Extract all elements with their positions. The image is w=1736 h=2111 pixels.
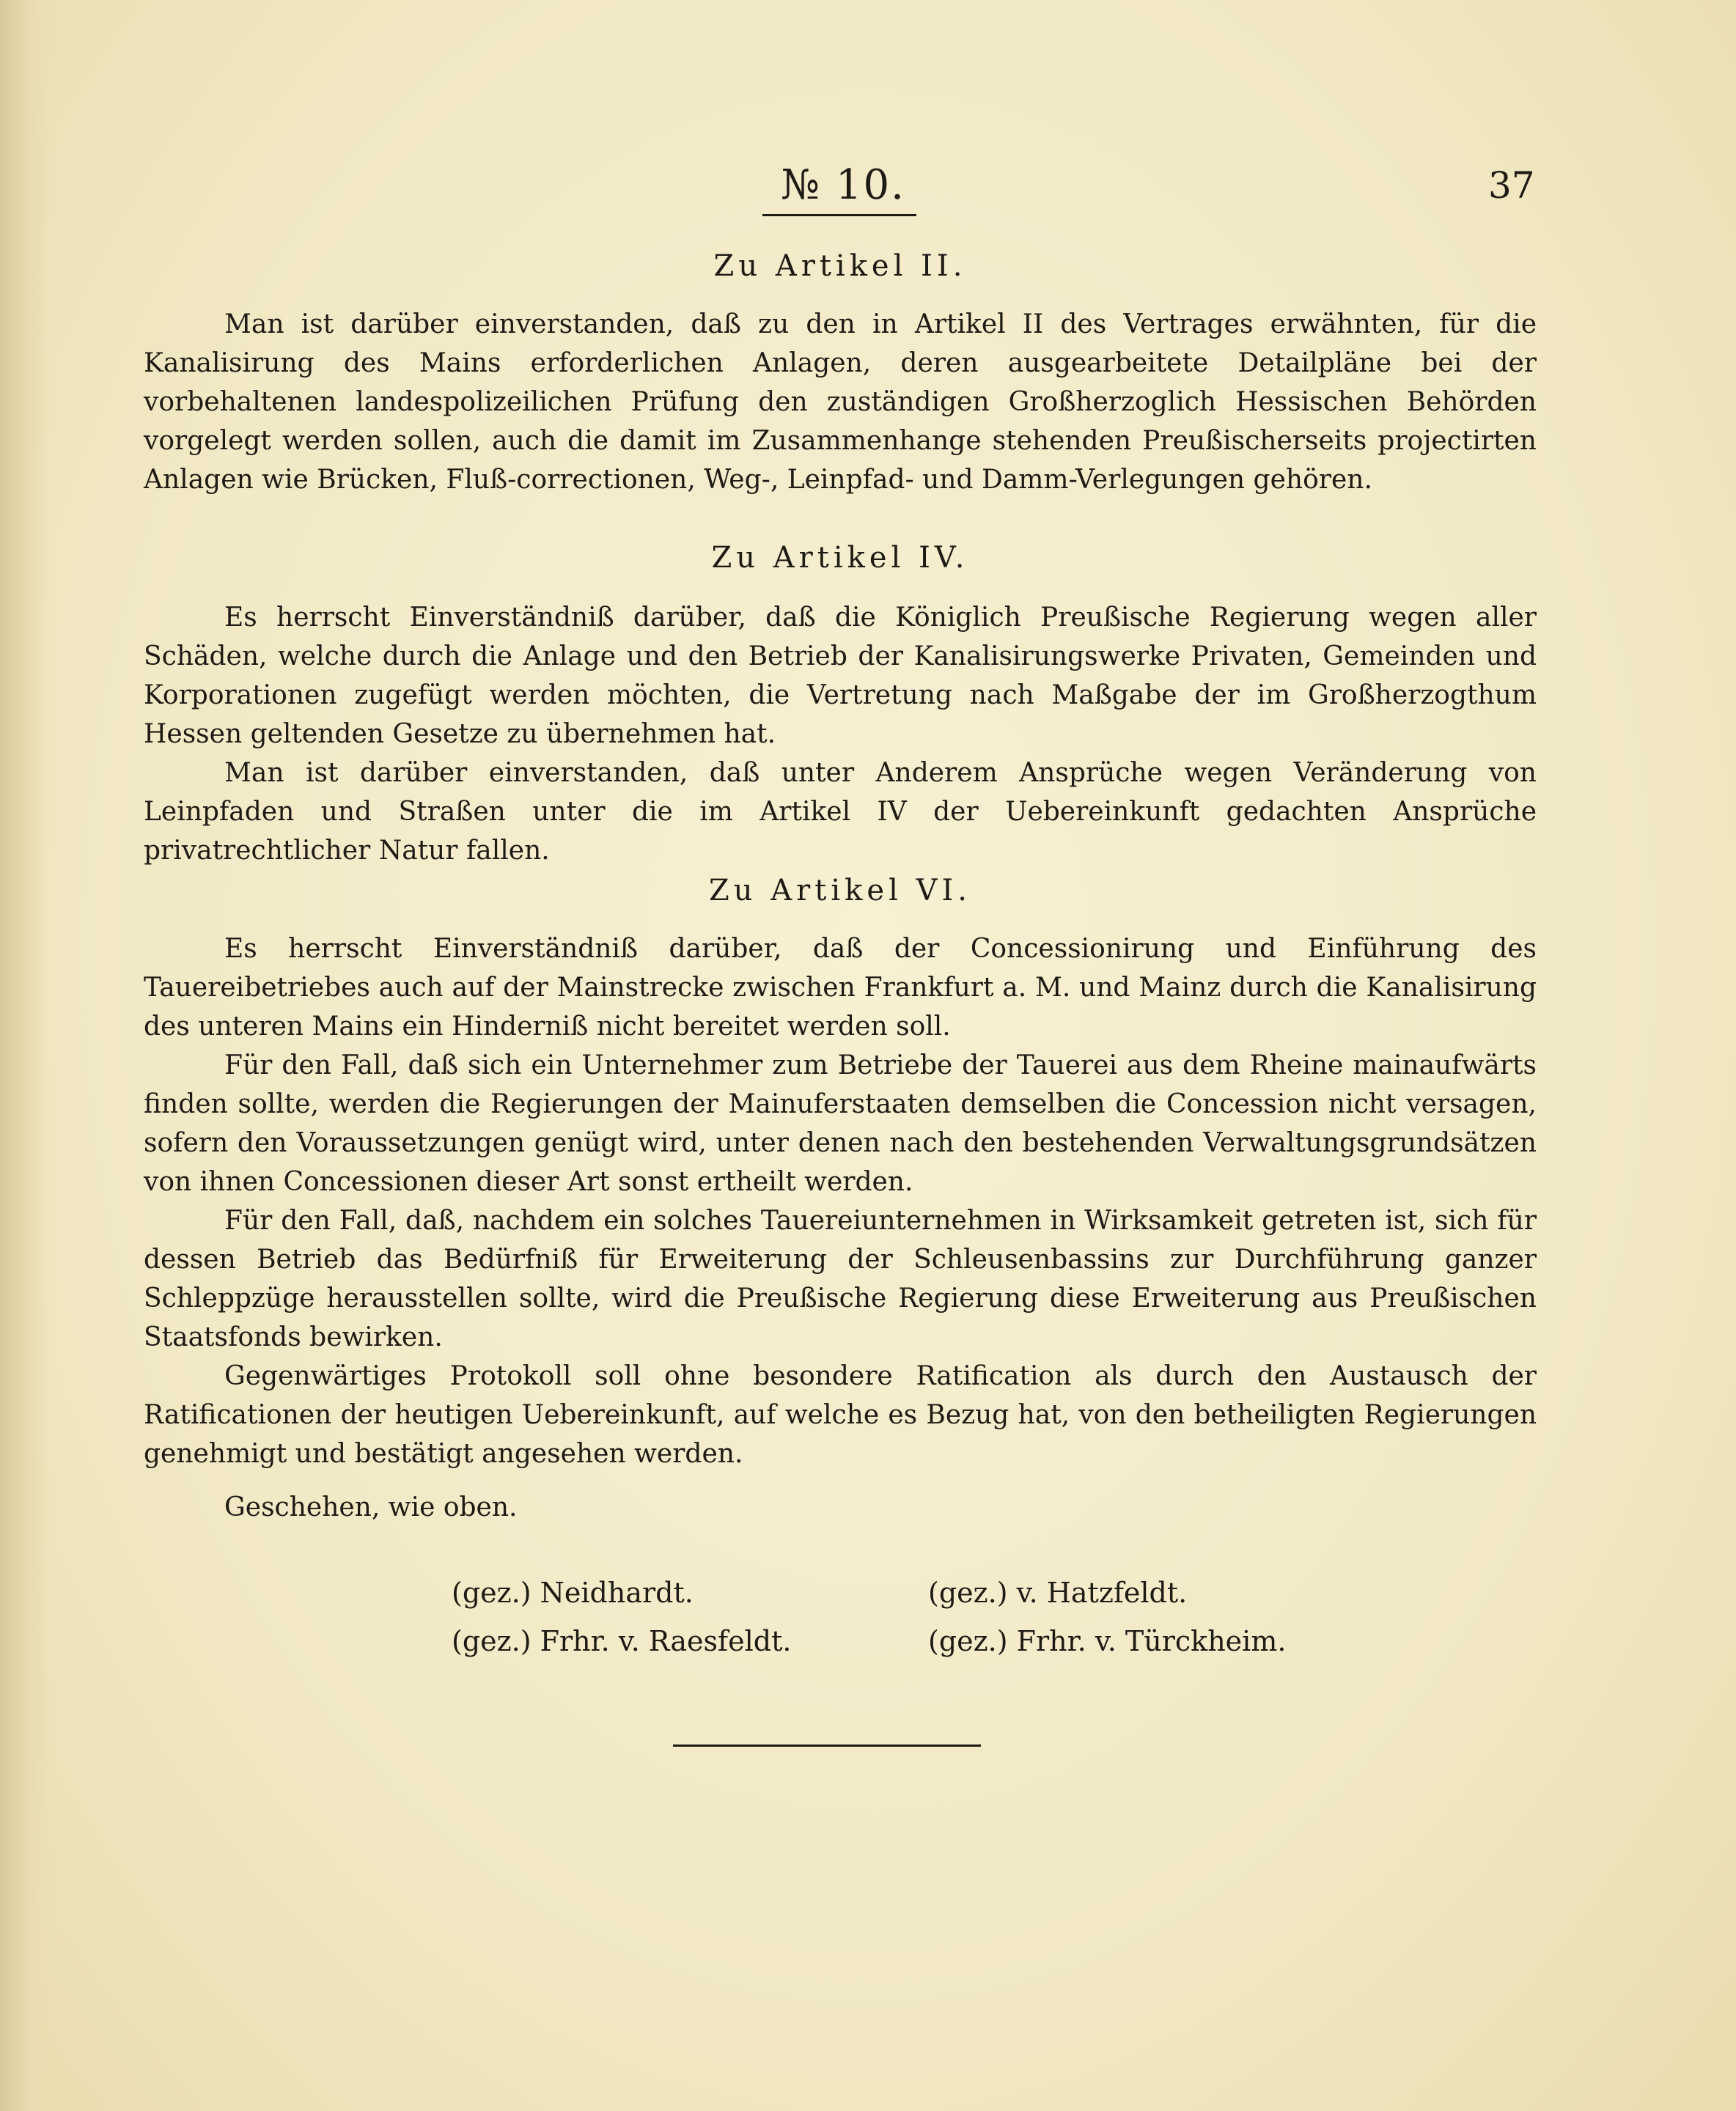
paragraph: Für den Fall, daß, nachdem ein solches Tauereiunternehmen in Wirksamkeit getreten ist, sich für dessen Betrieb das Bedürfniß für Erweiterung der Schleusenbassins zur Durchführung ganzer Schleppzüge herausstellen sollte, wird die Preußische Regierung diese Erweiterung aus Preußischen Staatsfonds bewirken. bbox=[144, 1206, 1537, 1352]
signature: (gez.) Neidhardt. bbox=[452, 1577, 694, 1609]
section-body-artikel-4 bbox=[144, 598, 1537, 870]
section-heading-artikel-4: Zu Artikel IV. bbox=[711, 541, 969, 575]
paragraph-closing: Geschehen, wie oben. bbox=[224, 1492, 518, 1522]
paragraph: Man ist darüber einverstanden, daß zu den in Artikel II des Vertrages erwähnten, für die Kanalisirung des Mains erforderlichen Anlagen, deren ausgearbeitete Detailpläne bei der vorbehaltenen landespolizeilichen Prüfung den zuständigen Großherzoglich Hessischen Behörden vorgelegt werden sollen, auch die damit im Zusammenhange stehenden Preußischerseits projectirten Anlagen wie Brücken, Fluß-correctionen, Weg-, Leinpfad- und Damm-Verlegungen gehören. bbox=[144, 309, 1537, 495]
end-rule bbox=[673, 1745, 981, 1747]
page-gutter-shadow bbox=[0, 0, 51, 2111]
paragraph: Gegenwärtiges Protokoll soll ohne besondere Ratification als durch den Austausch der Ratificationen der heutigen Uebereinkunft, auf welche es Bezug hat, von den betheiligten Regierungen genehmigt und bestätigt angesehen werden. bbox=[144, 1361, 1537, 1469]
paragraph: Es herrscht Einverständniß darüber, daß der Concessionirung und Einführung des Tauereibetriebes auch auf der Mainstrecke zwischen Frankfurt a. M. und Mainz durch die Kanalisirung des unteren Mains ein Hinderniß nicht bereitet werden soll. bbox=[144, 934, 1537, 1042]
issue-number: № 10. bbox=[781, 161, 905, 209]
section-body-artikel-6 bbox=[144, 929, 1537, 1527]
paragraph: Es herrscht Einverständniß darüber, daß die Königlich Preußische Regierung wegen aller Schäden, welche durch die Anlage und den Betrieb der Kanalisirungswerke Privaten, Gemeinden und Korporationen zugefügt werden möchten, die Vertretung nach Maßgabe der im Großherzogthum Hessen geltenden Gesetze zu übernehmen hat. bbox=[144, 603, 1537, 749]
signature: (gez.) v. Hatzfeldt. bbox=[928, 1577, 1188, 1609]
issue-number-underline bbox=[762, 214, 916, 216]
signature-row bbox=[452, 1569, 1405, 1617]
section-body-artikel-2 bbox=[144, 305, 1537, 499]
section-heading-artikel-2: Zu Artikel II. bbox=[713, 249, 967, 283]
signature: (gez.) Frhr. v. Türckheim. bbox=[928, 1625, 1287, 1657]
paragraph: Für den Fall, daß sich ein Unternehmer zum Betriebe der Tauerei aus dem Rheine mainaufwärts finden sollte, werden die Regierungen der Mainuferstaaten demselben die Concession nicht versagen, sofern den Voraussetzungen genügt wird, unter denen nach den bestehenden Verwaltungsgrundsätzen von ihnen Concessionen dieser Art sonst ertheilt werden. bbox=[144, 1050, 1537, 1197]
signature-row bbox=[452, 1617, 1405, 1665]
paragraph: Man ist darüber einverstanden, daß unter Anderem Ansprüche wegen Veränderung von Leinpfaden und Straßen unter die im Artikel IV der Uebereinkunft gedachten Ansprüche privatrechtlicher Natur fallen. bbox=[144, 758, 1537, 866]
signature-block bbox=[452, 1569, 1405, 1665]
page-number: 37 bbox=[1488, 164, 1535, 207]
section-heading-artikel-6: Zu Artikel VI. bbox=[709, 874, 971, 907]
signature: (gez.) Frhr. v. Raesfeldt. bbox=[452, 1625, 792, 1657]
